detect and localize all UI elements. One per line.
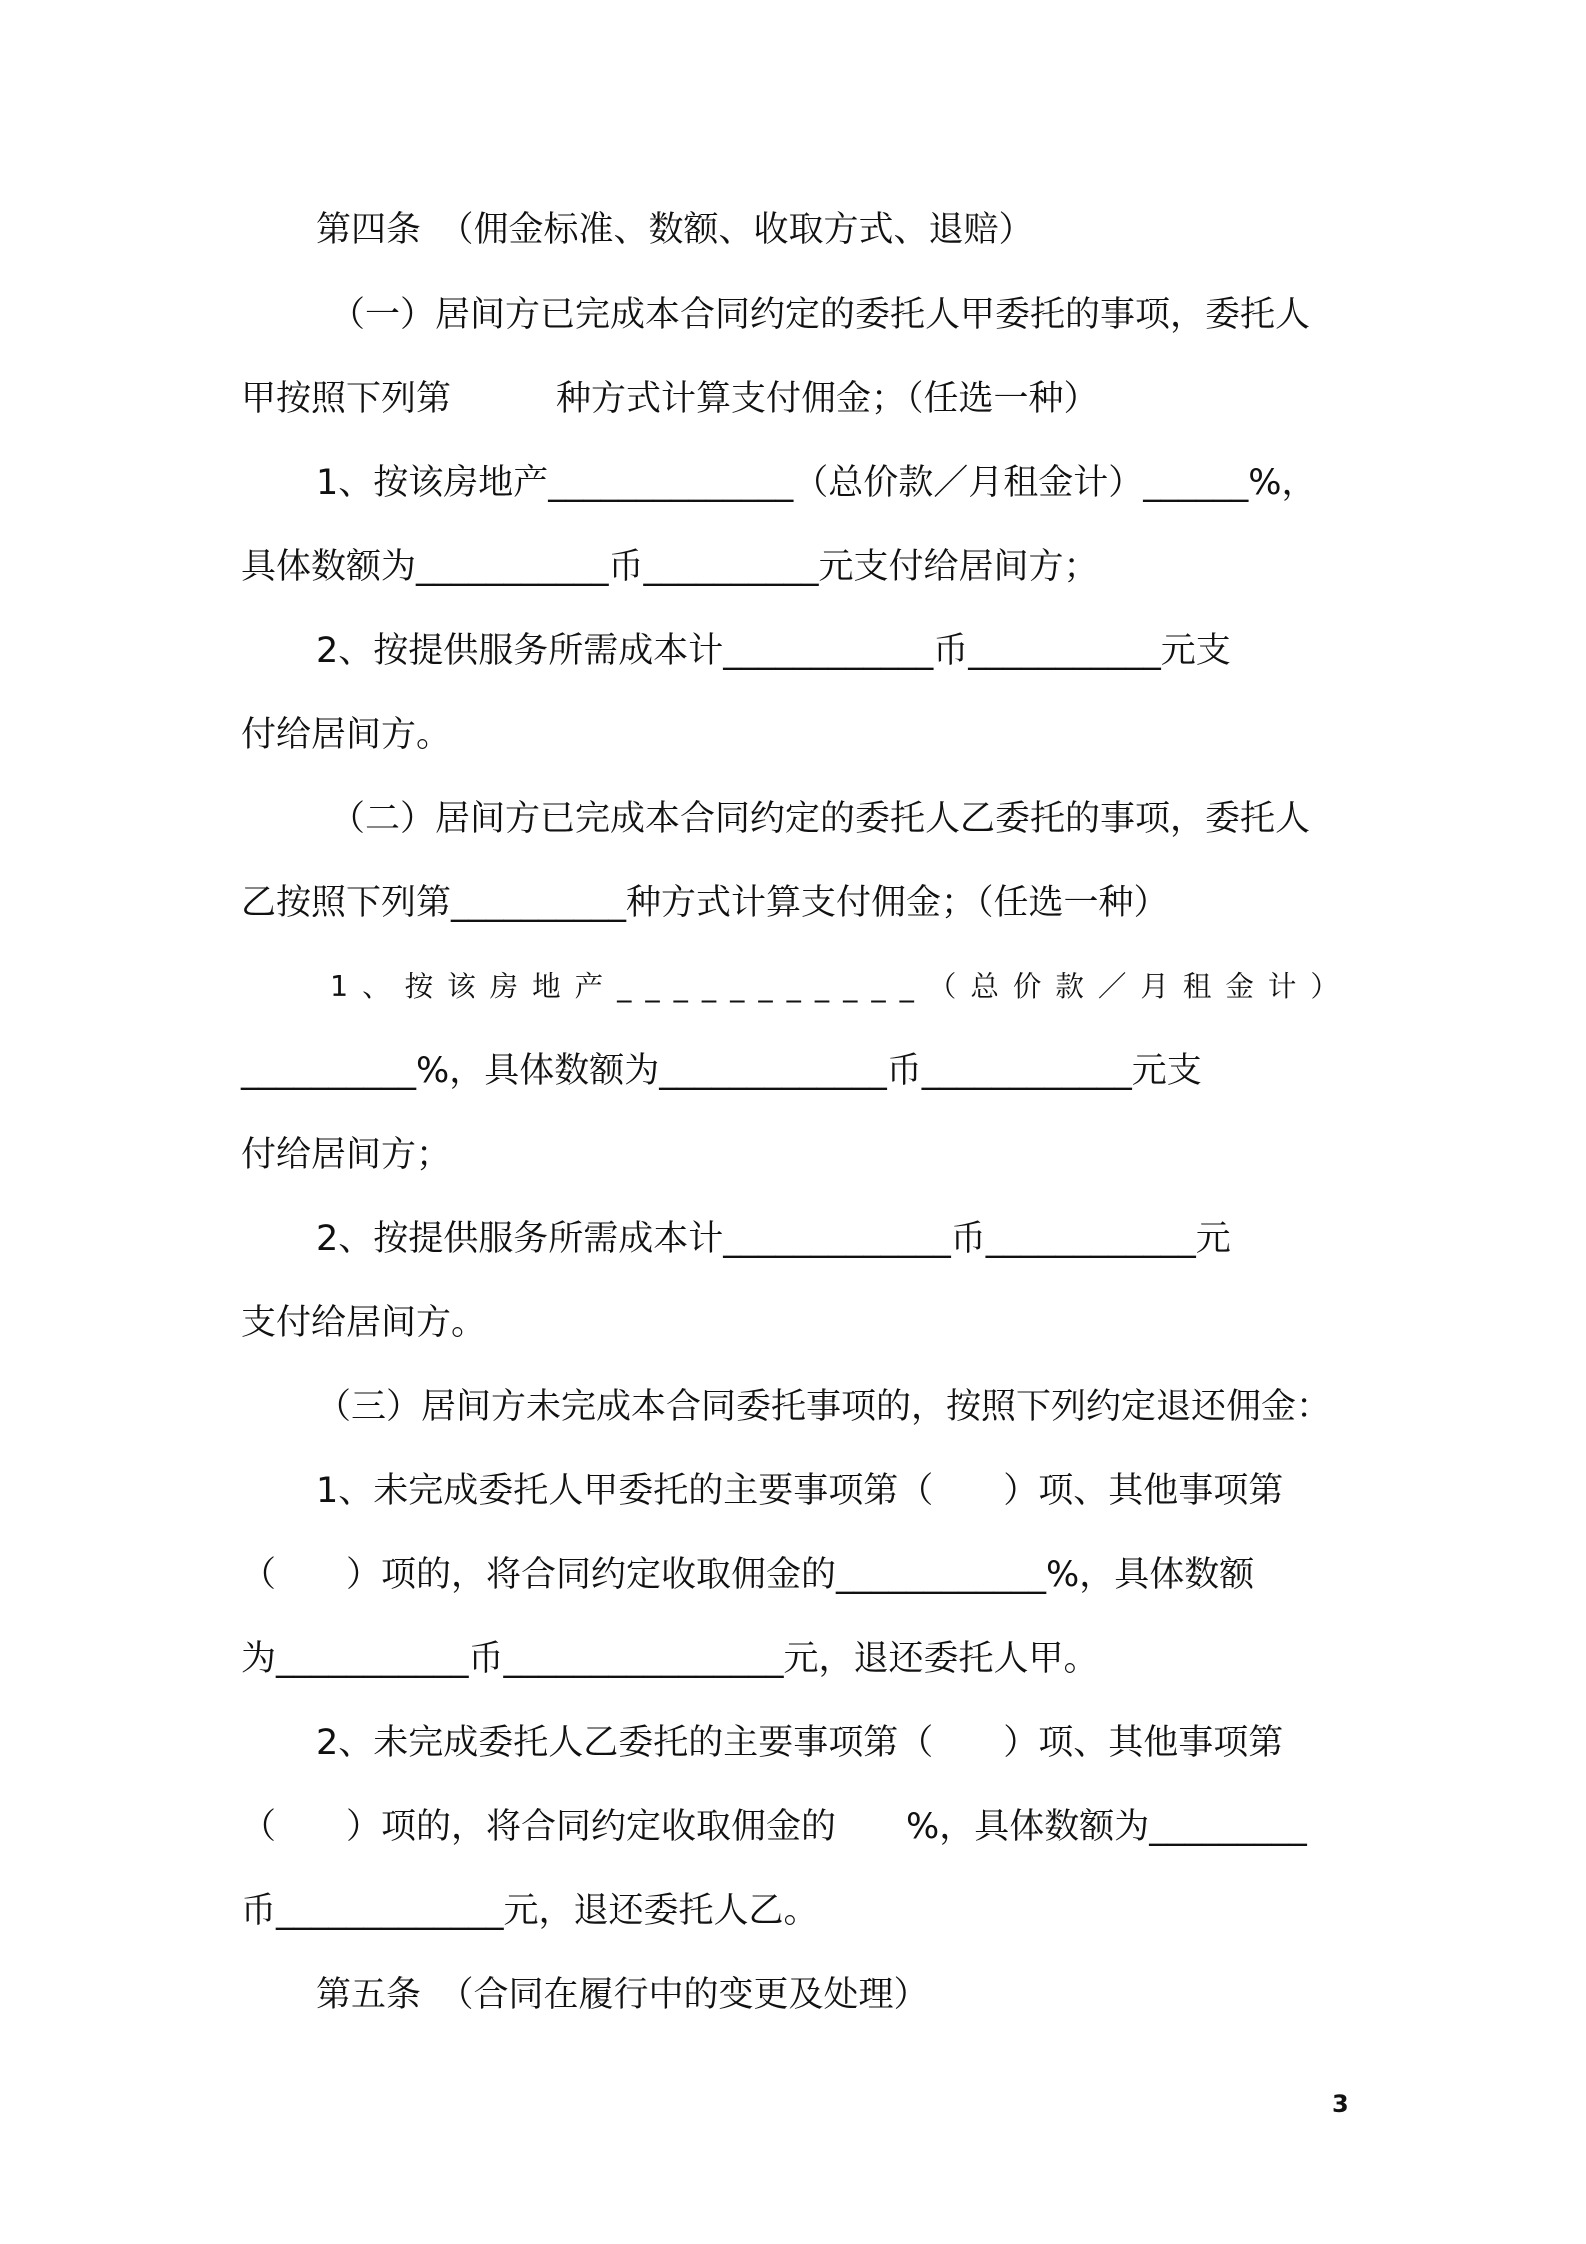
paragraph-line: （一）居间方已完成本合同约定的委托人甲委托的事项，委托人: [330, 295, 1311, 335]
paragraph-line: 币_____________元，退还委托人乙。: [241, 1891, 819, 1931]
paragraph-line: 付给居间方。: [241, 715, 452, 755]
paragraph-line: 乙按照下列第__________种方式计算支付佣金；（任选一种）: [241, 883, 1169, 923]
paragraph-line: 支付给居间方。: [241, 1303, 487, 1343]
paragraph-line: 1、未完成委托人甲委托的主要事项第（ ）项、其他事项第: [316, 1471, 1284, 1511]
paragraph-line: 付给居间方；: [241, 1135, 452, 1175]
paragraph-line: （ ）项的，将合同约定收取佣金的____________%，具体数额: [241, 1555, 1255, 1595]
article-5-heading: 第五条 （合同在履行中的变更及处理）: [316, 1975, 929, 2015]
paragraph-line: （三）居间方未完成本合同委托事项的，按照下列约定退还佣金：: [316, 1387, 1332, 1427]
article-4-heading: 第四条 （佣金标准、数额、收取方式、退赔）: [316, 210, 1034, 250]
paragraph-line: 2、按提供服务所需成本计_____________币____________元: [316, 1219, 1231, 1259]
paragraph-line: __________%，具体数额为_____________币____________元支: [241, 1051, 1202, 1091]
paragraph-line: 1、按该房地产______________（总价款／月租金计）______%，: [316, 463, 1317, 503]
paragraph-line: 2、按提供服务所需成本计____________币___________元支: [316, 631, 1231, 671]
paragraph-line: （二）居间方已完成本合同约定的委托人乙委托的事项，委托人: [330, 799, 1311, 839]
page-number: 3: [1332, 2090, 1349, 2118]
paragraph-line: 甲按照下列第 种方式计算支付佣金；（任选一种）: [241, 379, 1099, 419]
paragraph-line: 2、未完成委托人乙委托的主要事项第（ ）项、其他事项第: [316, 1723, 1284, 1763]
paragraph-line: 具体数额为___________币__________元支付给居间方；: [241, 547, 1099, 587]
paragraph-line: （ ）项的，将合同约定收取佣金的 %，具体数额为_________: [241, 1807, 1307, 1847]
paragraph-line: 1、按该房地产___________（总价款／月租金计）: [330, 970, 1353, 1003]
paragraph-line: 为___________币________________元，退还委托人甲。: [241, 1639, 1099, 1679]
